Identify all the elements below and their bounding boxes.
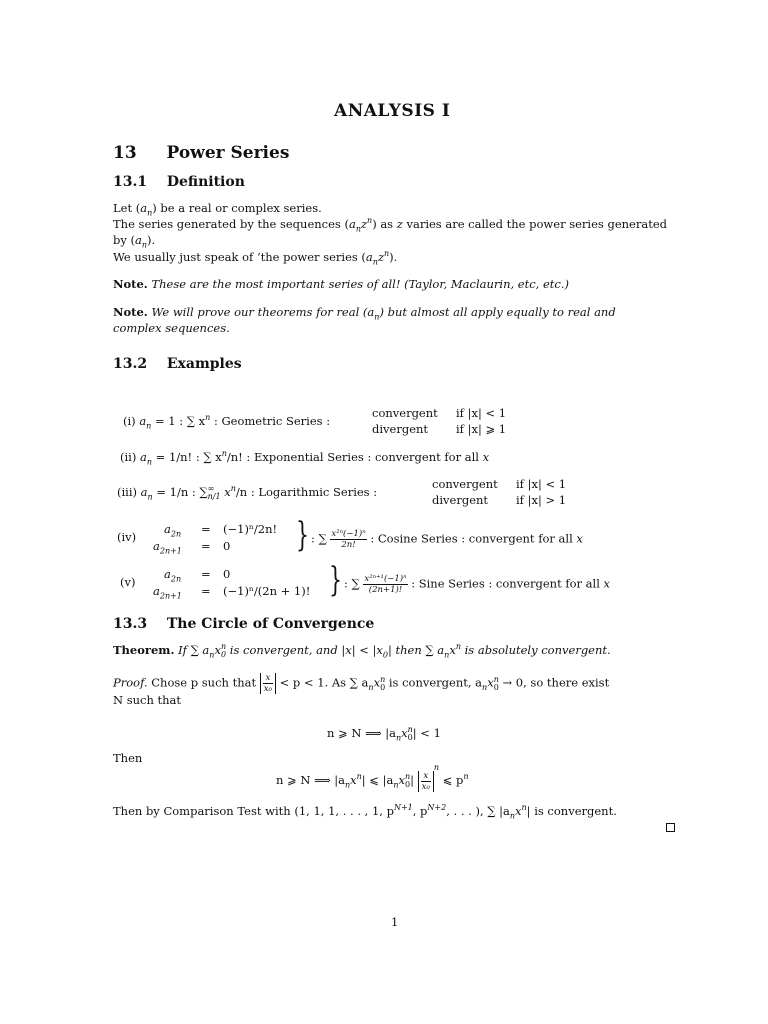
note-text: These are the most important series of all! (Taylor, Maclaurin, etc, etc.)	[151, 277, 569, 291]
note-label: Note.	[113, 277, 148, 291]
example-v-row-2-eq: =	[201, 584, 211, 598]
subsection-title: Examples	[166, 356, 242, 372]
example-iii-cond-1: if |x| < 1	[516, 477, 567, 491]
subsection-heading-circle	[113, 616, 374, 632]
definition-line-1: Let $(a_n)$ be a real or complex series.	[113, 201, 322, 218]
subsection-title: Definition	[166, 174, 245, 190]
example-ii: (ii) $a_n = 1/n$! : ∑ $x^n/n$! : Exponential Series : convergent for all x	[120, 449, 490, 467]
theorem: Theorem. If ∑ $a_nx$ n 0 is convergent, and $|x| < |x_0|$ then ∑ $a_nx^n$ is absolutely convergent.	[113, 642, 611, 660]
then-text: Then	[113, 751, 143, 765]
proof-line-2: N such that	[113, 693, 182, 707]
example-iv-brace: }	[296, 515, 309, 555]
note-1	[113, 276, 569, 292]
example-v-brace: }	[329, 560, 342, 600]
theorem-label: Theorem.	[113, 643, 175, 657]
example-v-row-1-lhs: $a_{2n}$	[164, 567, 182, 584]
example-v-series: : ∑ $\frac{\text{x²ⁿ⁺¹(−1)ⁿ}}{(2n+1)!}$ : Sine Series : convergent for all x	[344, 574, 611, 595]
example-iv-series: : ∑ $\frac{\text{x²ⁿ(−1)ⁿ}}{2n!}$ : Cosine Series : convergent for all x	[311, 529, 583, 550]
section-number: 13	[113, 143, 137, 163]
page-number: 1	[391, 915, 399, 929]
subsection-number: 13.1	[113, 174, 148, 190]
definition-line-3: by $(a_n)$.	[113, 233, 156, 250]
conclusion: Then by Comparison Test with (1, 1, 1, . . . , 1, $p^{N+1}$, $p^{N+2}$, . . . ), ∑ $|a_nx^n|$ is convergent.	[113, 803, 617, 821]
example-i-cond-2: if |x| ⩾ 1	[456, 422, 507, 436]
example-v-label: (v)	[120, 575, 136, 589]
example-i: (i) $a_n = 1$ : ∑ $x^n$ : Geometric Series :	[123, 413, 331, 431]
proof-line-1: Proof. Chose p such that $\frac{x}{\text{x₀}}$ < p < 1. As ∑ $a_nx$ n 0 is convergent, $a_nx$ n 0 → 0, so there exist	[113, 673, 610, 694]
subsection-heading-definition	[113, 174, 245, 190]
example-iv-row-1-rhs: (−1)ⁿ/2n!	[223, 522, 278, 536]
note-label: Note.	[113, 305, 148, 319]
example-iii: (iii) $a_n = 1/n$ : ∑ ∞ n/1 $x^n/n$ : Logarithmic Series :	[117, 484, 378, 502]
example-iii-case-2: divergent	[432, 493, 489, 507]
example-i-case-2: divergent	[372, 422, 429, 436]
example-iv-row-2-lhs: $a_{2n+1}$	[153, 539, 182, 556]
example-iv-label: (iv)	[117, 530, 137, 544]
qed-square-icon	[666, 823, 675, 832]
note-2-line-2: complex sequences.	[113, 321, 230, 335]
example-iv-row-1-eq: =	[201, 522, 211, 536]
subsection-number: 13.2	[113, 356, 148, 372]
subsection-title: The Circle of Convergence	[166, 616, 375, 632]
example-i-cond-1: if |x| < 1	[456, 406, 507, 420]
example-iii-case-1: convergent	[432, 477, 498, 491]
display-equation-2: n ⩾ N ⟹ $|a_nx^n|$ ⩽ $|a_nx$ n 0 | $\frac{x}{\text{x₀}}$ $^n$ ⩽ $p^n$	[276, 763, 469, 792]
example-v-row-1-rhs: 0	[223, 567, 231, 581]
example-iv-row-2-rhs: 0	[223, 539, 231, 553]
proof-label: Proof.	[113, 675, 148, 690]
example-iv-row-2-eq: =	[201, 539, 211, 553]
subsection-number: 13.3	[113, 616, 148, 632]
example-v-row-2-rhs: (−1)ⁿ/(2n + 1)!	[223, 584, 311, 598]
example-iv-row-1-lhs: $a_{2n}$	[164, 522, 182, 539]
example-i-case-1: convergent	[372, 406, 438, 420]
document-title: ANALYSIS I	[334, 101, 451, 121]
section-heading	[113, 143, 289, 163]
display-equation-1: n ⩾ N ⟹ $|a_nx$ n 0 | < 1	[327, 725, 441, 743]
example-v-row-2-lhs: $a_{2n+1}$	[153, 584, 182, 601]
section-title: Power Series	[166, 143, 290, 163]
definition-line-2: The series generated by the sequences $(a_nz^n)$ as z varies are called the power series generated	[113, 216, 667, 234]
definition-line-4: We usually just speak of ‘the power series $(a_nz^n)$.	[113, 249, 398, 267]
example-iii-cond-2: if |x| > 1	[516, 493, 567, 507]
example-v-row-1-eq: =	[201, 567, 211, 581]
note-2: Note. We will prove our theorems for real $(a_n)$ but almost all apply equally to real and	[113, 305, 616, 322]
subsection-heading-examples	[113, 356, 242, 372]
